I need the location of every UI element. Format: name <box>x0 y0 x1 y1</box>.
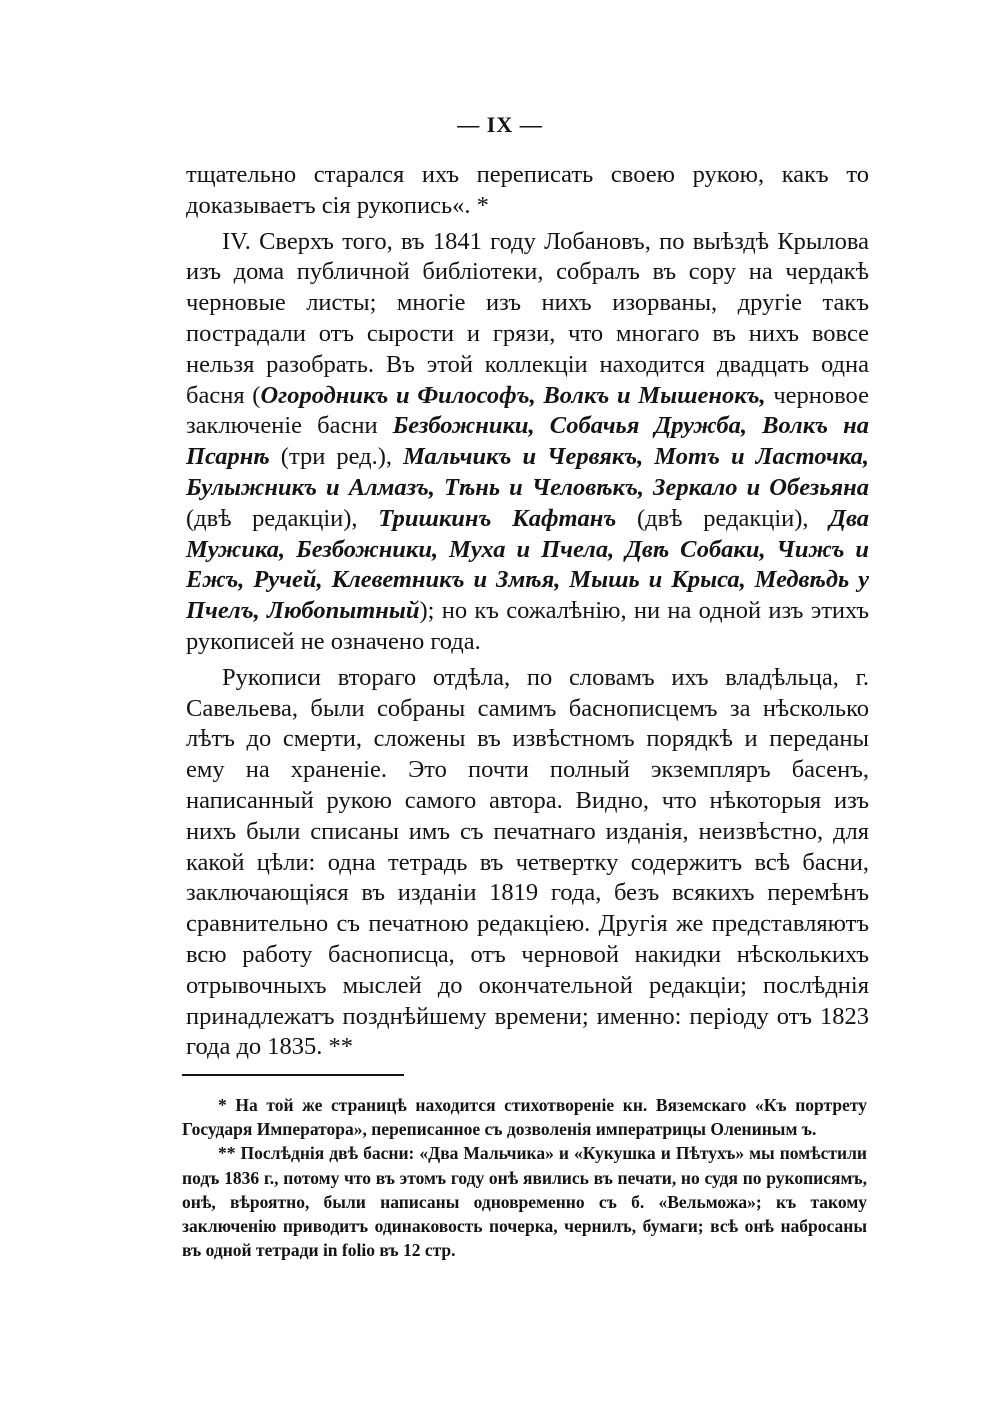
fable-titles-2: Безбожники, Собачья Дружба, Волкъ на Псарнѣ <box>186 412 869 471</box>
section-iv-text-0: IV. Сверхъ того, въ 1841 году Лобановъ, по выѣздѣ Крылова изъ дома публичной библіотеки, собралъ въ сору на чердакѣ черновые листы; многіе изъ нихъ изорваны, другіе такъ пострадали отъ сырости и грязи, что многаго въ нихъ вовсе нельзя разобрать. Въ этой коллекціи находится двадцать одна басня ( <box>186 227 869 409</box>
paragraph-section-iv <box>186 227 869 658</box>
fable-titles-1: Огородникъ и Философъ, Волкъ и Мышенокъ, <box>260 381 766 409</box>
section-iv-text-4: (двѣ редакціи), <box>616 504 830 532</box>
footnote-1: * На той же страницѣ находится стихотвореніе кн. Вяземскаго «Къ портрету Государя Императора», переписанное съ дозволенія императрицы Олениным ъ. <box>182 1095 867 1140</box>
section-iv-text-2: (три ред.), <box>269 443 404 471</box>
page-number: — IX — <box>457 112 543 137</box>
fable-titles-3: Мальчикъ и Червякъ, Мотъ и Ласточка, Булыжникъ и Алмазъ, Тѣнь и Человѣкъ, Зеркало и Обезьяна <box>186 443 869 501</box>
fable-titles-5: Два Мужика, Безбожники, Муха и Пчела, Двѣ Собаки, Чижъ и Ежъ, Ручей, Клеветникъ и Змѣя, Мышь и Крыса, Медвѣдь у Пчелъ, Любопытный <box>186 504 869 625</box>
footnote-2: ** Послѣднія двѣ басни: «Два Мальчика» и «Кукушка и Пѣтухъ» мы помѣстили подъ 1836 г., потому что въ этомъ году онѣ явились въ печати, но судя по рукописямъ, онѣ, вѣроятно, были написаны одновременно съ б. «Вельможа»; къ такому заключенію приводитъ одинаковость почерка, чернилъ, бумаги; всѣ онѣ набросаны въ одной тетради in folio въ 12 стр. <box>182 1143 867 1261</box>
footnotes <box>182 1093 867 1262</box>
footnote-divider <box>182 1074 404 1076</box>
fable-titles-4: Тришкинъ Кафтанъ <box>378 504 617 532</box>
section-iv-text-1: черновое заключеніе басни <box>186 381 869 440</box>
section-iv-text-5: ); но къ сожалѣнію, ни на одной изъ этихъ рукописей не означено года. <box>186 597 870 655</box>
paragraph-second-section: Рукописи втораго отдѣла, по словамъ ихъ владѣльца, г. Савельева, были собраны самимъ баснописцемъ за нѣсколько лѣтъ до смерти, сложены въ извѣстномъ порядкѣ и переданы ему на храненіе. Это почти полный экземпляръ басенъ, написанный рукою самого автора. Видно, что нѣкоторыя изъ нихъ были списаны имъ съ печатнаго изданія, неизвѣстно, для какой цѣли: одна тетрадь въ четвертку содержитъ всѣ басни, заключающіяся въ изданіи 1819 года, безъ всякихъ перемѣнъ сравнительно съ печатною редакціею. Другія же представляютъ всю работу баснописца, отъ черновой накидки нѣсколькихъ отрывочныхъ мыслей до окончательной редакціи; послѣднія принадлежатъ позднѣйшему времени; именно: періоду отъ 1823 года до 1835. ** <box>186 663 869 1061</box>
paragraph-continuation: тщательно старался ихъ переписать своею рукою, какъ то доказываетъ сія рукопись«. * <box>186 161 869 219</box>
main-text <box>186 160 869 1063</box>
section-iv-text-3: (двѣ редакціи), <box>186 504 379 532</box>
